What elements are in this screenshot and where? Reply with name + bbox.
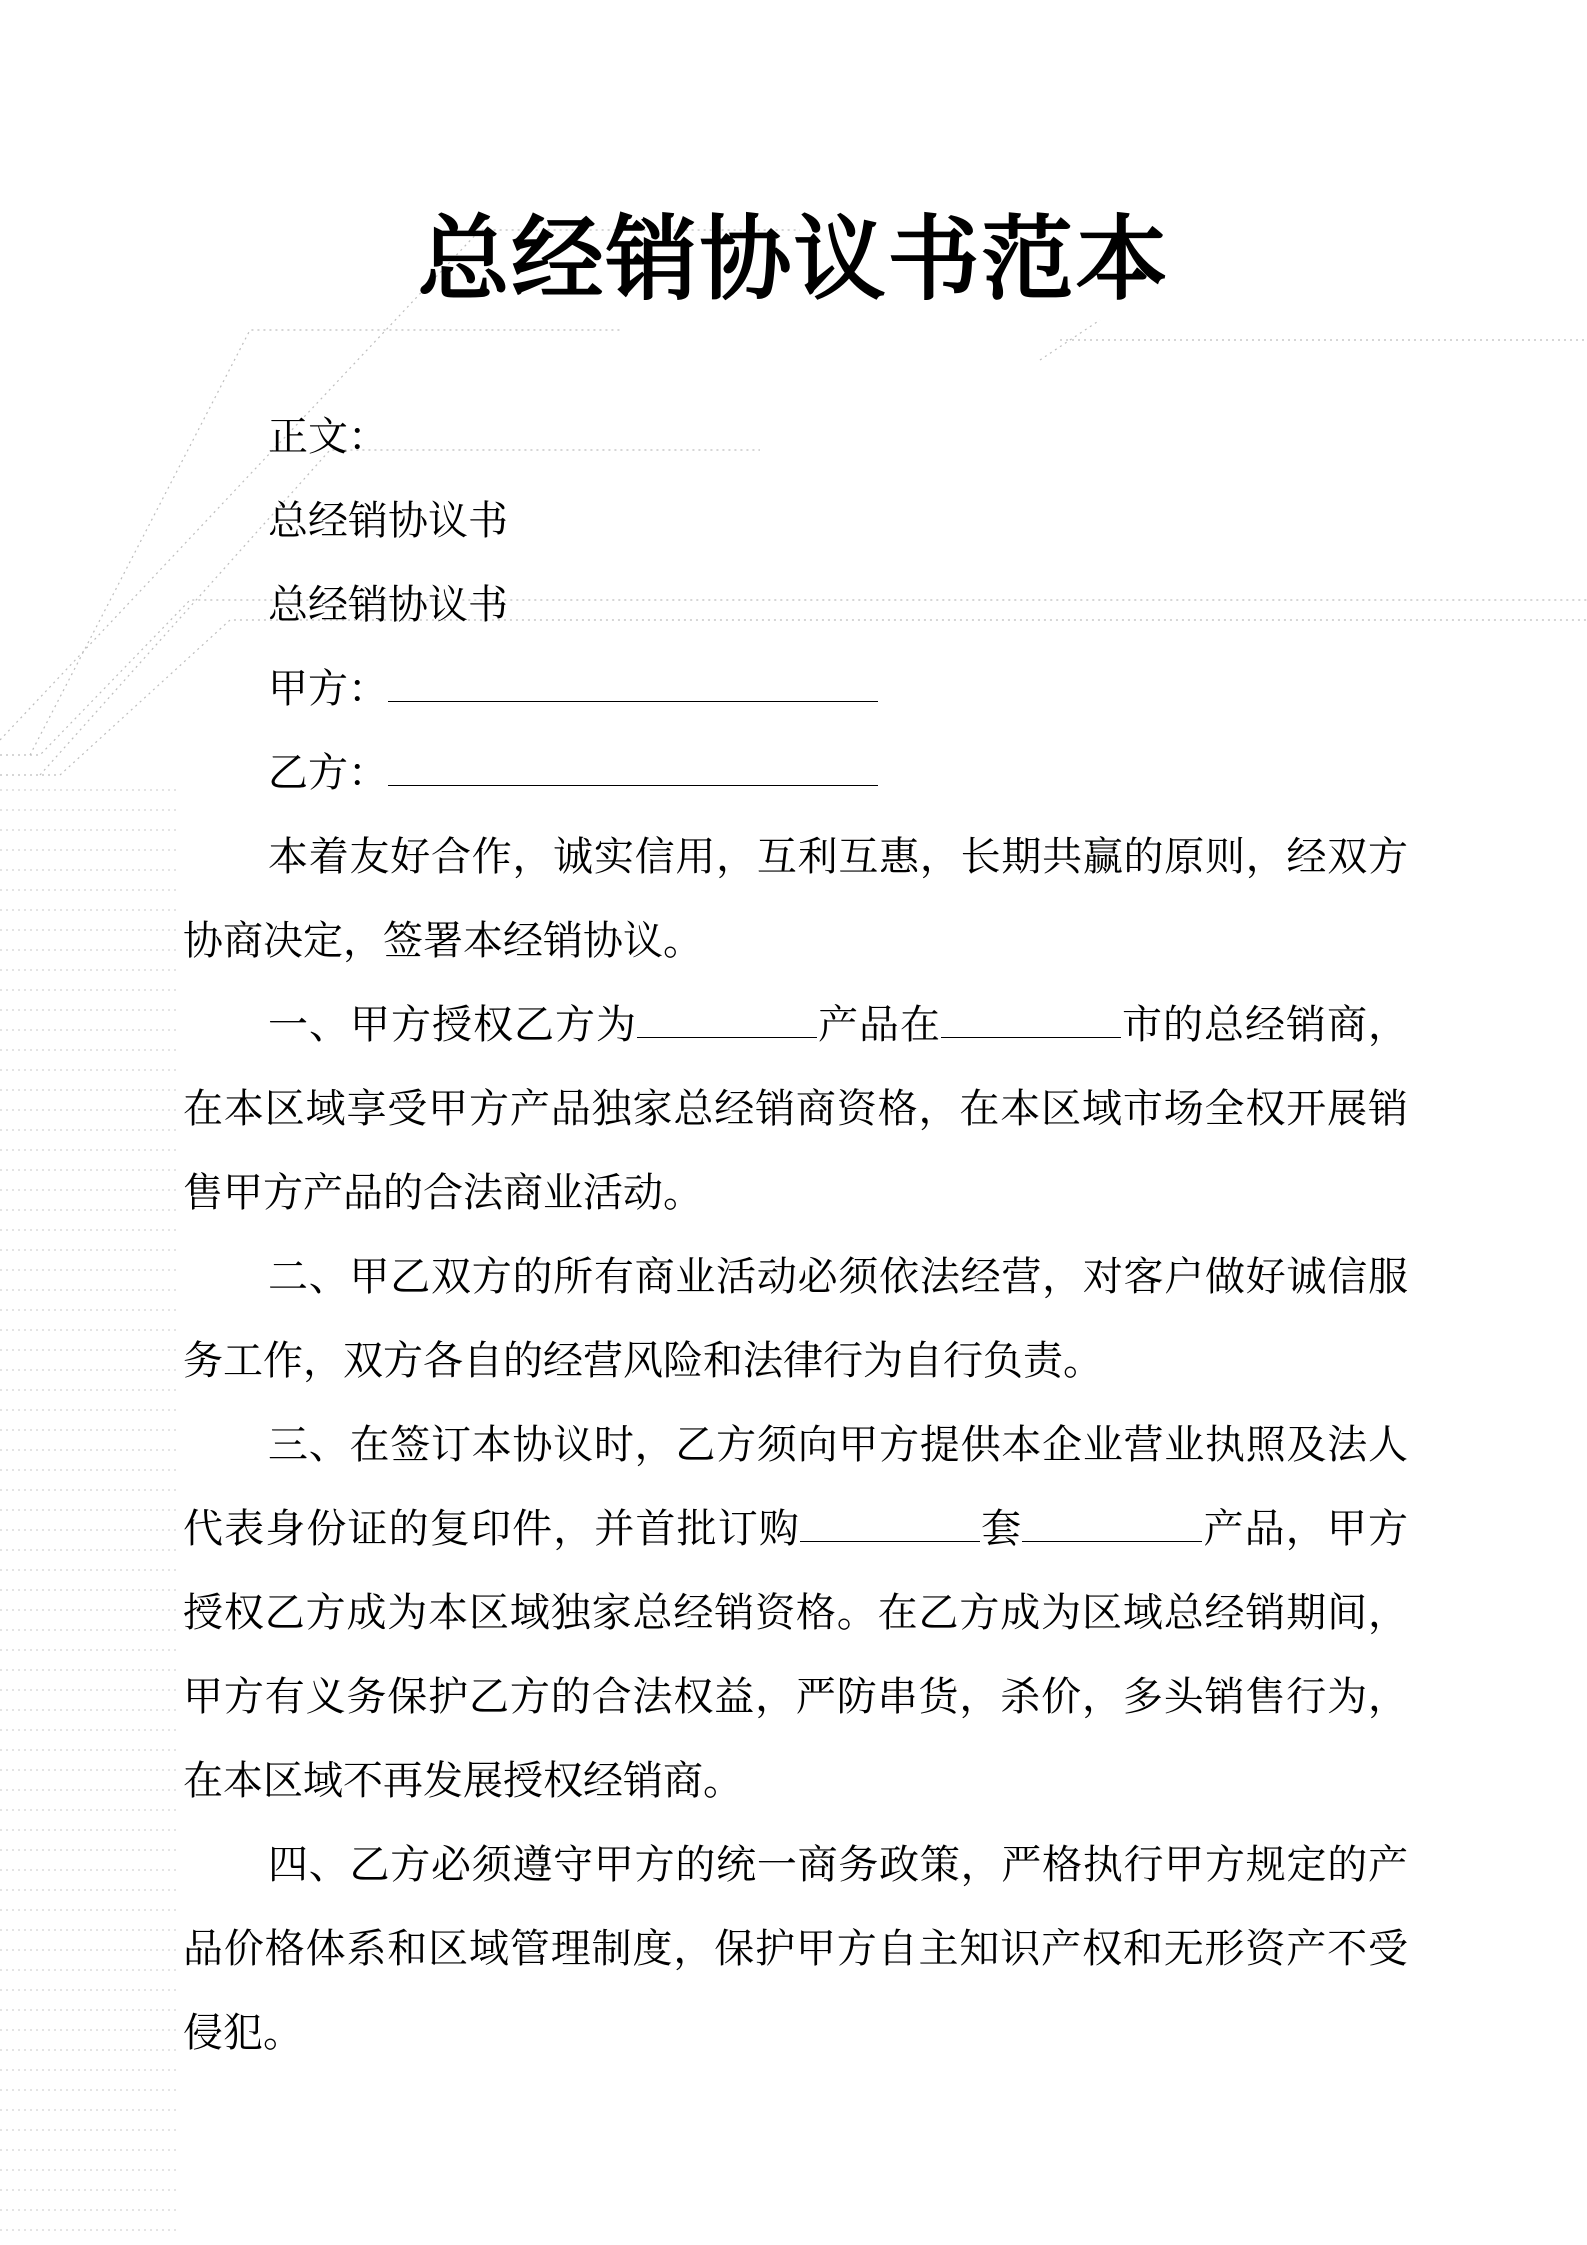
clause-3-blank-product: [1022, 1507, 1202, 1542]
clause-1-text-b: 产品在: [817, 1002, 941, 1048]
clause-4: 四、乙方必须遵守甲方的统一商务政策，严格执行甲方规定的产品价格体系和区域管理制度，保护甲方自主知识产权和无形资产不受侵犯。: [183, 1842, 1408, 2056]
document-title: 总经销协议书范本: [417, 206, 1170, 313]
clause-1-text-a: 一、甲方授权乙方为: [268, 1002, 637, 1048]
document-body: [183, 395, 1408, 2075]
clause-1-blank-city: [941, 1003, 1121, 1038]
clause-3-text-c: 产品，甲方授权乙方成为本区域独家总经销资格。在乙方成为区域总经销期间，甲方有义务保护乙方的合法权益，严防串货，杀价，多头销售行为，在本区域不再发展授权经销商。: [183, 1506, 1409, 1804]
subtitle-line-2: 总经销协议书: [268, 582, 508, 628]
party-b-line: [183, 731, 1408, 815]
heading-label: 正文：: [268, 414, 388, 460]
clause-1: [183, 983, 1408, 1235]
clause-3-blank-qty: [800, 1507, 980, 1542]
party-b-label: 乙方：: [268, 750, 388, 796]
party-a-blank: [388, 667, 878, 702]
clause-3: [183, 1403, 1408, 1823]
party-b-blank: [388, 751, 878, 786]
clause-1-blank-product: [637, 1003, 817, 1038]
intro-paragraph: 本着友好合作，诚实信用，互利互惠，长期共赢的原则，经双方协商决定，签署本经销协议。: [183, 834, 1408, 964]
clause-3-text-a: 三、在签订本协议时，乙方须向甲方提供本企业营业执照及法人代表身份证的复印件，并首批订购: [183, 1422, 1408, 1552]
clause-3-text-b: 套: [980, 1506, 1023, 1552]
party-a-line: [183, 647, 1408, 731]
clause-1-text-c: 市的总经销商，在本区域享受甲方产品独家总经销商资格，在本区域市场全权开展销售甲方产品的合法商业活动。: [183, 1002, 1408, 1216]
party-a-label: 甲方：: [268, 666, 388, 712]
clause-2: 二、甲乙双方的所有商业活动必须依法经营，对客户做好诚信服务工作，双方各自的经营风险和法律行为自行负责。: [183, 1254, 1408, 1384]
subtitle-line-1: 总经销协议书: [268, 498, 508, 544]
